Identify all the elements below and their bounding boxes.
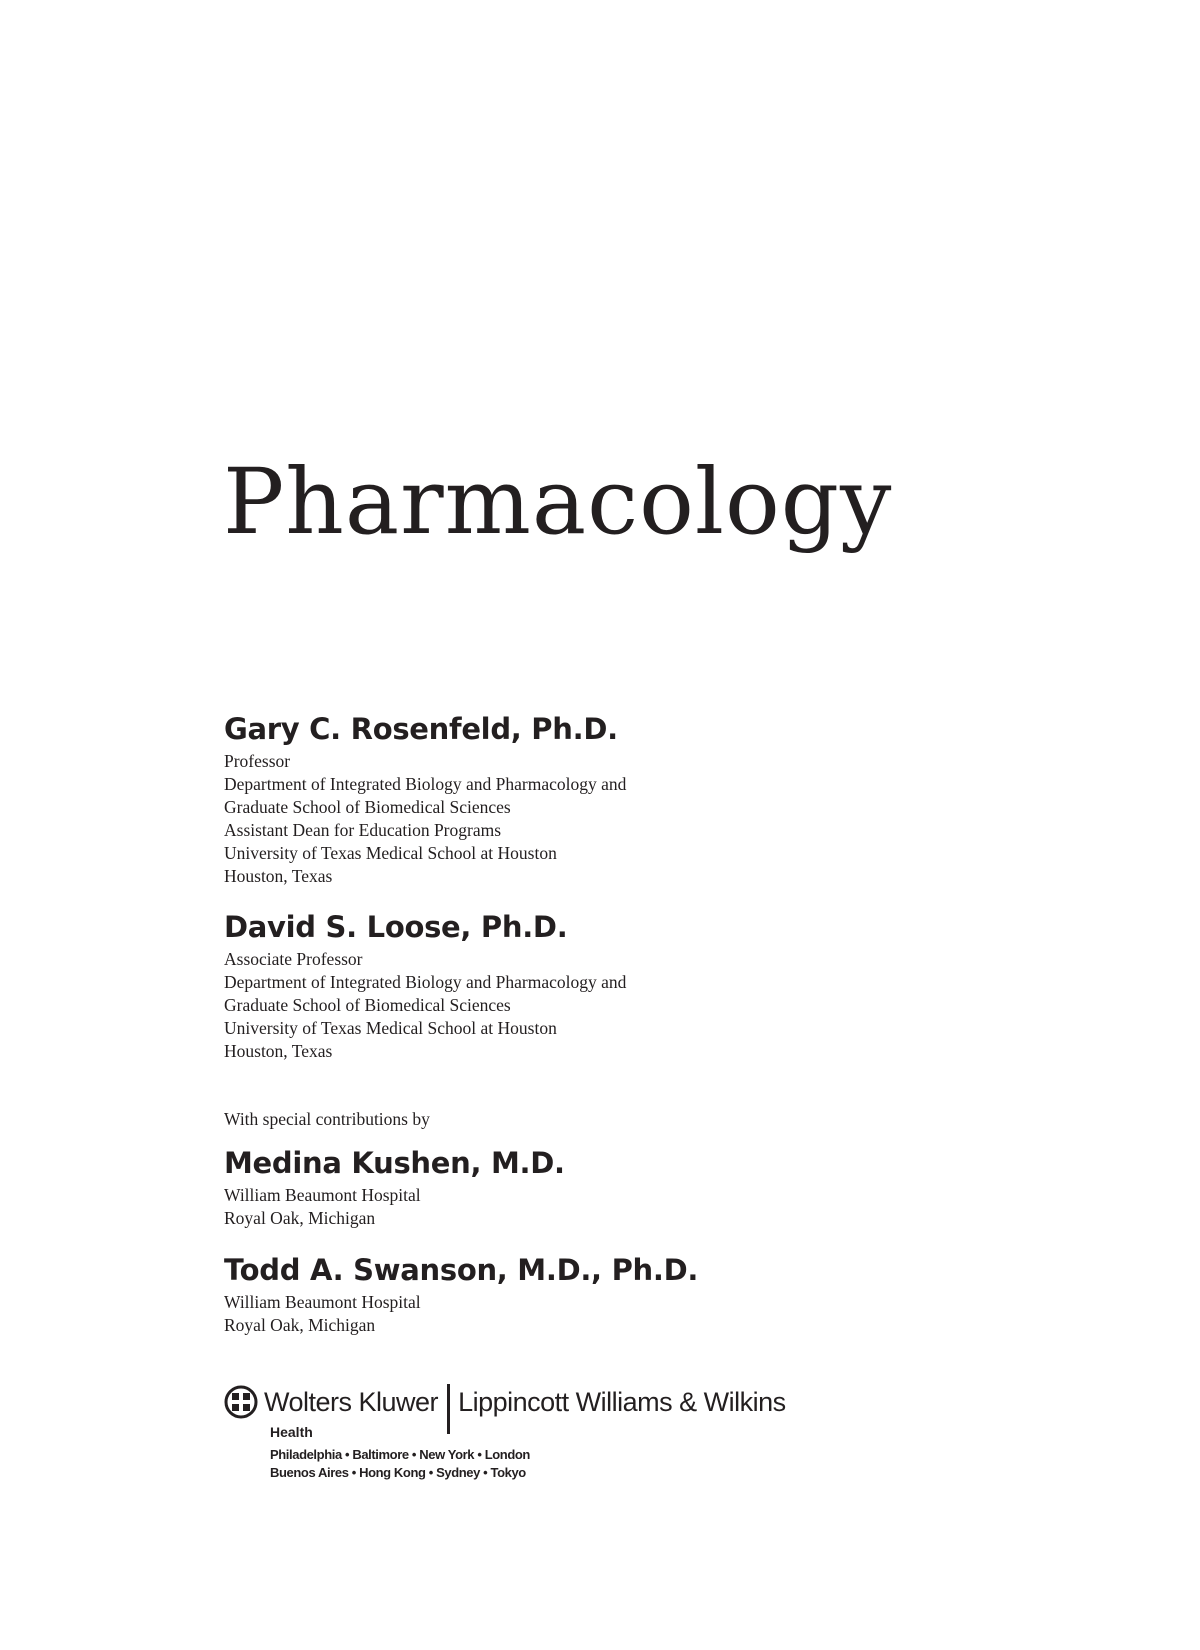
cities-line: Buenos Aires • Hong Kong • Sydney • Tokyo — [270, 1465, 526, 1480]
author-block-rosenfeld — [224, 712, 626, 888]
publisher-imprint-name: Lippincott Williams & Wilkins — [458, 1386, 786, 1417]
affiliation-line: Royal Oak, Michigan — [224, 1315, 376, 1335]
affiliation-line: Houston, Texas — [224, 866, 333, 886]
author-affiliation — [224, 948, 626, 1063]
publisher-cities — [270, 1446, 824, 1482]
author-block-loose — [224, 910, 626, 1063]
contributor-affiliation — [224, 1291, 698, 1337]
contributor-block-swanson — [224, 1253, 698, 1337]
publisher-parent-name: Wolters Kluwer — [264, 1386, 439, 1417]
affiliation-line: Professor — [224, 751, 291, 771]
publisher-imprint — [224, 1380, 824, 1482]
affiliation-line: Graduate School of Biomedical Sciences — [224, 797, 511, 817]
affiliation-line: Department of Integrated Biology and Pharmacology and — [224, 774, 627, 794]
contributor-name: Todd A. Swanson, M.D., Ph.D. — [224, 1253, 699, 1287]
affiliation-line: University of Texas Medical School at Houston — [224, 1018, 557, 1038]
affiliation-line: Assistant Dean for Education Programs — [224, 820, 502, 840]
affiliation-line: Associate Professor — [224, 949, 363, 969]
author-affiliation — [224, 750, 626, 888]
contributor-name: Medina Kushen, M.D. — [224, 1146, 565, 1180]
publisher-divider — [447, 1384, 450, 1434]
affiliation-line: Department of Integrated Biology and Pharmacology and — [224, 972, 627, 992]
publisher-division: Health — [270, 1424, 313, 1440]
contributor-affiliation — [224, 1184, 565, 1230]
contributions-label: With special contributions by — [224, 1109, 430, 1129]
publisher-logo-row — [224, 1380, 824, 1424]
affiliation-line: University of Texas Medical School at Houston — [224, 843, 557, 863]
wolters-kluwer-logo-icon — [224, 1385, 258, 1419]
affiliation-line: Graduate School of Biomedical Sciences — [224, 995, 511, 1015]
cities-line: Philadelphia • Baltimore • New York • London — [270, 1447, 530, 1462]
affiliation-line: Royal Oak, Michigan — [224, 1208, 376, 1228]
author-name: David S. Loose, Ph.D. — [224, 910, 568, 944]
book-title: Pharmacology — [223, 450, 893, 555]
affiliation-line: William Beaumont Hospital — [224, 1185, 421, 1205]
author-name: Gary C. Rosenfeld, Ph.D. — [224, 712, 618, 746]
affiliation-line: William Beaumont Hospital — [224, 1292, 421, 1312]
affiliation-line: Houston, Texas — [224, 1041, 333, 1061]
contributor-block-kushen — [224, 1146, 565, 1230]
